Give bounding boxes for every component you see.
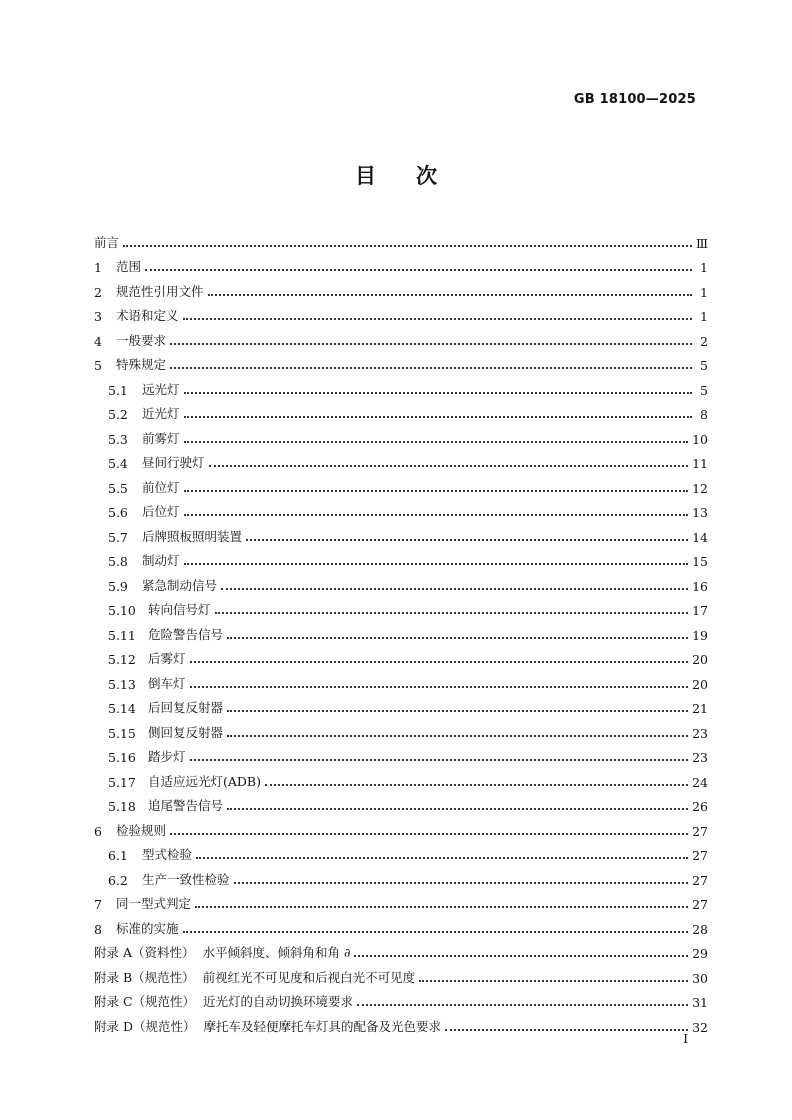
toc-entry-number: 5.4	[108, 456, 128, 471]
toc-entry-page: 23	[692, 750, 708, 765]
toc-leader-dots	[184, 400, 692, 418]
toc-entry[interactable]	[94, 275, 708, 300]
toc-entry-label: 转向信号灯	[148, 602, 211, 617]
toc-entry-page: 1	[700, 309, 708, 324]
toc-leader-dots	[184, 376, 692, 394]
toc-entry-label: 标准的实施	[116, 920, 179, 936]
toc-entry-page: 26	[692, 799, 708, 814]
toc-entry-number: 5.14	[108, 701, 136, 716]
toc-entry[interactable]	[94, 912, 708, 937]
toc-leader-dots	[246, 523, 688, 541]
toc-entry-page: 12	[692, 480, 708, 496]
toc-entry-label: 摩托车及轻便摩托车灯具的配备及光色要求	[203, 1018, 442, 1034]
toc-entry-label: 追尾警告信号	[148, 798, 224, 813]
toc-leader-dots	[184, 425, 689, 443]
toc-leader-dots	[170, 351, 692, 369]
toc-leader-dots	[123, 229, 692, 247]
toc-entry-page: 10	[692, 431, 708, 447]
toc-leader-dots	[227, 719, 688, 737]
toc-entry-label: 型式检验	[142, 847, 193, 862]
toc-entry-number: 6.1	[108, 848, 128, 863]
toc-entry-page: 14	[692, 529, 708, 545]
page-number: I	[683, 1032, 688, 1046]
toc-entry[interactable]	[94, 716, 708, 741]
toc-entry-page: 15	[692, 554, 708, 569]
toc-leader-dots	[195, 890, 688, 908]
toc-leader-dots	[227, 621, 688, 639]
toc-entry-page: 21	[692, 701, 708, 716]
toc-leader-dots	[183, 915, 689, 933]
page-title: 目次	[355, 164, 477, 188]
toc-entry-label: 规范性引用文件	[116, 283, 204, 299]
toc-entry[interactable]	[94, 790, 708, 815]
toc-entry-page: 17	[692, 603, 708, 618]
toc-entry-number: 2	[94, 284, 102, 300]
toc-entry[interactable]	[94, 888, 708, 913]
toc-entry-number: 5.6	[108, 505, 128, 520]
toc-entry-number: 附录 C（规范性）	[94, 994, 196, 1009]
toc-entry-label: 前雾灯	[142, 430, 180, 446]
toc-entry-label: 后回复反射器	[148, 700, 224, 715]
toc-entry[interactable]	[94, 373, 708, 398]
toc-entry-number: 5.9	[108, 578, 128, 594]
toc-leader-dots	[170, 327, 692, 345]
toc-leader-dots	[419, 964, 688, 982]
toc-entry-number: 5.13	[108, 676, 136, 692]
toc-entry-label: 同一型式判定	[116, 896, 192, 911]
toc-entry-page: 20	[692, 676, 708, 692]
toc-entry-page: 27	[692, 897, 708, 912]
toc-entry-page: Ⅲ	[695, 235, 708, 251]
toc-entry-number: 5.3	[108, 431, 128, 447]
toc-entry-label: 特殊规定	[116, 357, 167, 372]
toc-entry-number: 附录 D（规范性）	[94, 1018, 196, 1034]
toc-entry-page: 8	[700, 407, 708, 422]
table-of-contents	[94, 226, 708, 1035]
standard-code: GB 18100—2025	[573, 92, 696, 107]
toc-entry-page: 23	[692, 725, 708, 741]
toc-entry-number: 7	[94, 897, 102, 912]
toc-leader-dots	[209, 449, 689, 467]
toc-entry-label: 后位灯	[142, 504, 180, 519]
toc-entry-page: 19	[692, 627, 708, 643]
toc-entry-label: 术语和定义	[116, 308, 179, 323]
toc-entry-page: 5	[700, 358, 708, 373]
toc-leader-dots	[190, 670, 689, 688]
toc-entry-label: 前言	[94, 234, 120, 250]
toc-entry-page: 5	[700, 382, 708, 398]
toc-entry-label: 自适应远光灯(ADB)	[148, 773, 261, 789]
toc-entry-label: 倒车灯	[148, 675, 186, 691]
toc-entry-number: 6	[94, 823, 102, 839]
toc-entry-number: 5.5	[108, 480, 128, 496]
toc-entry[interactable]	[94, 765, 708, 790]
toc-leader-dots	[184, 547, 689, 565]
toc-entry-label: 后雾灯	[148, 651, 186, 666]
toc-leader-dots	[196, 841, 688, 859]
toc-entry-number: 6.2	[108, 872, 128, 888]
toc-entry[interactable]	[94, 422, 708, 447]
toc-entry-number: 5.11	[108, 627, 136, 643]
toc-leader-dots	[184, 474, 689, 492]
toc-entry[interactable]	[94, 618, 708, 643]
toc-entry-page: 28	[692, 921, 708, 937]
toc-leader-dots	[190, 743, 689, 761]
toc-entry-label: 水平倾斜度、倾斜角和角 ∂	[202, 945, 351, 960]
toc-entry-number: 1	[94, 260, 102, 275]
toc-entry-label: 检验规则	[116, 822, 167, 838]
toc-entry[interactable]	[94, 398, 708, 423]
toc-entry-label: 生产一致性检验	[142, 871, 230, 887]
toc-entry-page: 11	[692, 456, 708, 471]
toc-entry-number: 5	[94, 358, 102, 373]
toc-entry[interactable]	[94, 471, 708, 496]
toc-entry[interactable]	[94, 251, 708, 276]
toc-entry[interactable]	[94, 1010, 708, 1035]
toc-leader-dots	[208, 278, 692, 296]
toc-leader-dots	[354, 939, 688, 957]
toc-entry-number: 5.15	[108, 725, 136, 741]
toc-entry[interactable]	[94, 447, 708, 472]
toc-leader-dots	[215, 596, 689, 614]
toc-entry-number: 5.17	[108, 774, 136, 790]
toc-entry[interactable]	[94, 545, 708, 570]
toc-entry-label: 昼间行驶灯	[142, 455, 205, 470]
toc-entry-label: 后牌照板照明装置	[142, 528, 243, 544]
toc-entry-label: 踏步灯	[148, 749, 186, 764]
toc-entry-label: 范围	[116, 259, 142, 274]
toc-entry[interactable]	[94, 741, 708, 766]
toc-entry-label: 前位灯	[142, 479, 180, 495]
toc-leader-dots	[221, 572, 688, 590]
toc-entry-label: 近光灯的自动切换环境要求	[203, 994, 354, 1009]
toc-entry-label: 危险警告信号	[148, 626, 224, 642]
toc-entry[interactable]	[94, 863, 708, 888]
toc-entry-number: 5.12	[108, 652, 136, 667]
toc-entry-page: 30	[692, 970, 708, 986]
toc-entry[interactable]	[94, 569, 708, 594]
toc-entry-number: 5.7	[108, 529, 128, 545]
toc-entry[interactable]	[94, 667, 708, 692]
toc-leader-dots	[190, 645, 689, 663]
toc-entry-label: 远光灯	[142, 381, 180, 397]
toc-entry-page: 24	[692, 774, 708, 790]
toc-entry-number: 附录 A（资料性）	[94, 945, 195, 960]
toc-leader-dots	[357, 988, 688, 1006]
toc-entry-page: 32	[692, 1019, 708, 1035]
toc-entry-page: 27	[692, 823, 708, 839]
toc-entry-page: 27	[692, 872, 708, 888]
toc-leader-dots	[265, 768, 688, 786]
toc-entry-number: 5.8	[108, 554, 128, 569]
toc-entry-number: 5.10	[108, 603, 136, 618]
toc-entry[interactable]	[94, 692, 708, 717]
toc-entry-label: 侧回复反射器	[148, 724, 224, 740]
toc-entry-page: 20	[692, 652, 708, 667]
toc-leader-dots	[227, 792, 688, 810]
toc-entry-number: 附录 B（规范性）	[94, 969, 195, 985]
toc-entry[interactable]	[94, 839, 708, 864]
toc-leader-dots	[445, 1013, 688, 1031]
toc-entry-number: 5.18	[108, 799, 136, 814]
toc-entry-page: 29	[692, 946, 708, 961]
toc-entry-number: 5.1	[108, 382, 128, 398]
toc-entry-page: 2	[700, 333, 708, 349]
toc-entry-number: 8	[94, 921, 102, 937]
toc-entry-number: 3	[94, 309, 102, 324]
toc-entry[interactable]	[94, 349, 708, 374]
toc-entry[interactable]	[94, 300, 708, 325]
toc-entry-page: 31	[692, 995, 708, 1010]
toc-leader-dots	[234, 866, 689, 884]
toc-leader-dots	[227, 694, 688, 712]
toc-entry[interactable]	[94, 594, 708, 619]
toc-entry-page: 16	[692, 578, 708, 594]
toc-entry-label: 紧急制动信号	[142, 577, 218, 593]
toc-entry-page: 1	[700, 284, 708, 300]
toc-entry-label: 一般要求	[116, 332, 167, 348]
toc-entry[interactable]	[94, 520, 708, 545]
toc-entry-page: 13	[692, 505, 708, 520]
toc-entry[interactable]	[94, 226, 708, 251]
toc-entry-label: 近光灯	[142, 406, 180, 421]
toc-entry-label: 前视红光不可见度和后视白光不可见度	[202, 969, 416, 985]
toc-leader-dots	[184, 498, 689, 516]
toc-entry-number: 5.2	[108, 407, 128, 422]
toc-entry-page: 1	[700, 260, 708, 275]
toc-leader-dots	[183, 302, 692, 320]
toc-entry-number: 4	[94, 333, 102, 349]
toc-entry-label: 制动灯	[142, 553, 180, 568]
toc-entry[interactable]	[94, 324, 708, 349]
toc-entry[interactable]	[94, 986, 708, 1011]
toc-leader-dots	[145, 253, 692, 271]
toc-entry[interactable]	[94, 814, 708, 839]
toc-entry[interactable]	[94, 937, 708, 962]
toc-entry[interactable]	[94, 643, 708, 668]
toc-entry[interactable]	[94, 496, 708, 521]
toc-entry-page: 27	[692, 848, 708, 863]
toc-entry-number: 5.16	[108, 750, 136, 765]
toc-leader-dots	[170, 817, 688, 835]
toc-entry[interactable]	[94, 961, 708, 986]
